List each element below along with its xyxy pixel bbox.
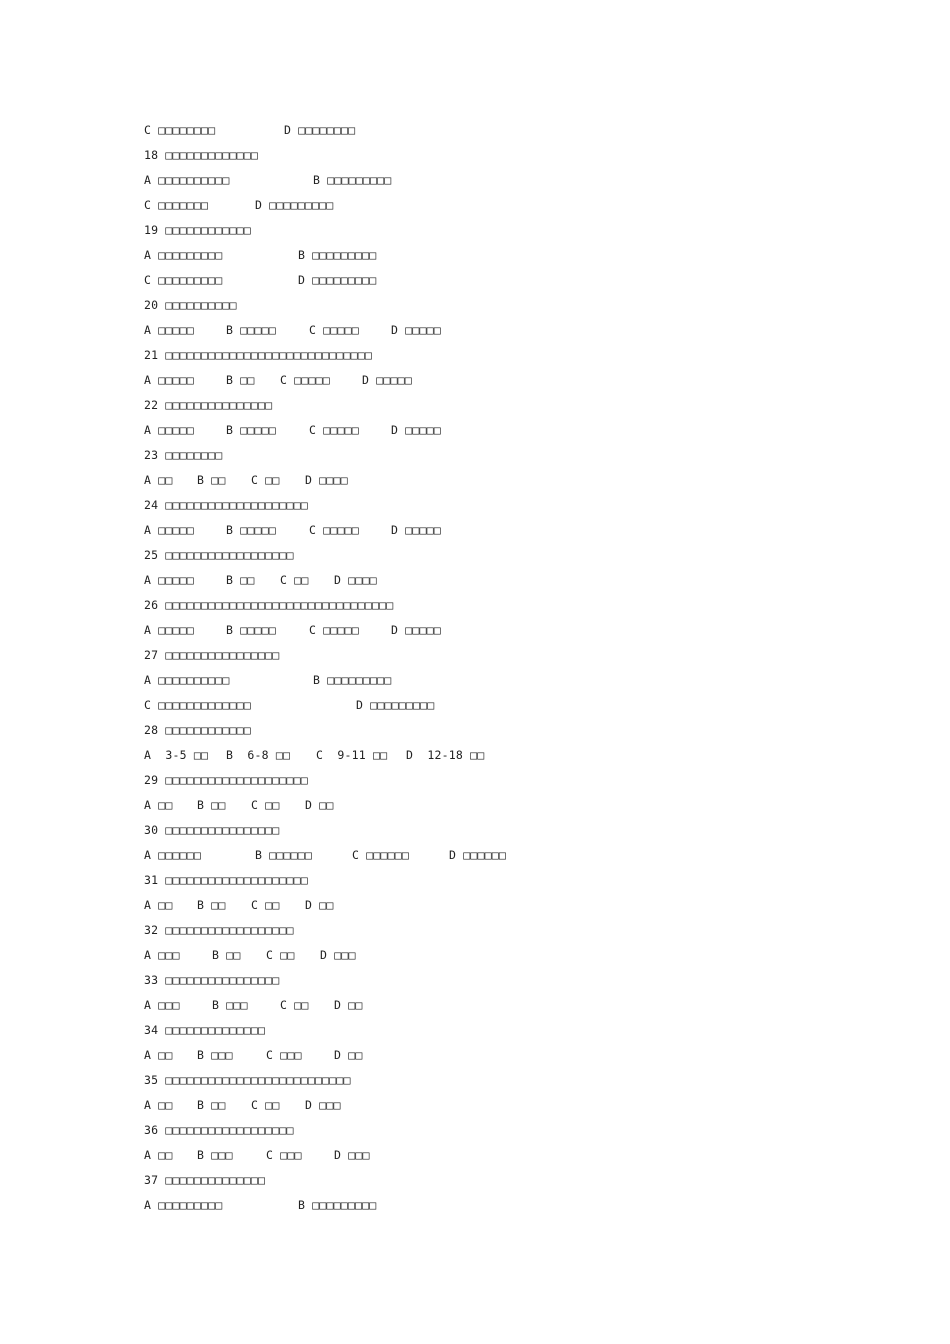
question-text: 19 □□□□□□□□□□□□ [144, 223, 251, 237]
question-text: 28 □□□□□□□□□□□□ [144, 723, 251, 737]
answer-options-line [0, 1145, 950, 1165]
question-29 [0, 770, 950, 790]
option-a: A □□□□□ [144, 423, 194, 437]
question-text: 32 □□□□□□□□□□□□□□□□□□ [144, 923, 294, 937]
option-a: A 3-5 □□ [144, 748, 209, 762]
option-c: C □□ [280, 998, 309, 1012]
option-a: A □□□□□□□□□ [144, 248, 223, 262]
option-c: C □□ [251, 473, 280, 487]
answer-options-line [0, 520, 950, 540]
option-d: D □□□□ [334, 573, 377, 587]
option-b: B □□□□□□□□□ [313, 173, 392, 187]
option-c: C □□□□□□ [352, 848, 409, 862]
option-b: B □□ [226, 573, 255, 587]
question-20 [0, 295, 950, 315]
option-c: C □□□□□ [309, 623, 359, 637]
option-b: B □□ [197, 1098, 226, 1112]
question-text: 26 □□□□□□□□□□□□□□□□□□□□□□□□□□□□□□□□ [144, 598, 394, 612]
question-text: 31 □□□□□□□□□□□□□□□□□□□□ [144, 873, 308, 887]
question-text: 37 □□□□□□□□□□□□□□ [144, 1173, 266, 1187]
option-b: B □□□ [197, 1148, 233, 1162]
option-d: D □□□□□ [391, 323, 441, 337]
answer-options-line [0, 895, 950, 915]
question-21 [0, 345, 950, 365]
option-b: B □□□□□□□□□ [298, 248, 377, 262]
answer-options-line [0, 995, 950, 1015]
question-18 [0, 145, 950, 165]
option-b: B □□□□□□□□□ [298, 1198, 377, 1212]
option-d: D □□□□ [305, 473, 348, 487]
option-c: C □□□ [266, 1048, 302, 1062]
option-c: C □□□□□□□□ [144, 123, 216, 137]
question-text: 27 □□□□□□□□□□□□□□□□ [144, 648, 280, 662]
answer-options-line [0, 620, 950, 640]
option-a: A □□ [144, 898, 173, 912]
question-text: 22 □□□□□□□□□□□□□□□ [144, 398, 273, 412]
option-b: B 6-8 □□ [226, 748, 291, 762]
option-c: C □□□□□□□ [144, 198, 209, 212]
option-d: D □□ [305, 798, 334, 812]
option-b: B □□ [226, 373, 255, 387]
option-d: D □□□□□ [362, 373, 412, 387]
answer-options-line [0, 695, 950, 715]
option-a: A □□□ [144, 998, 180, 1012]
answer-options-line [0, 120, 950, 140]
option-a: A □□□□□ [144, 623, 194, 637]
option-d: D □□□□□□□□□ [356, 698, 435, 712]
question-25 [0, 545, 950, 565]
question-text: 18 □□□□□□□□□□□□□ [144, 148, 258, 162]
answer-options-line [0, 845, 950, 865]
question-22 [0, 395, 950, 415]
option-a: A □□□□□□ [144, 848, 201, 862]
option-a: A □□ [144, 1098, 173, 1112]
answer-options-line [0, 420, 950, 440]
option-b: B □□□□□ [226, 623, 276, 637]
question-text: 30 □□□□□□□□□□□□□□□□ [144, 823, 280, 837]
option-a: A □□ [144, 1148, 173, 1162]
option-c: C □□ [251, 898, 280, 912]
question-24 [0, 495, 950, 515]
option-a: A □□□□□ [144, 373, 194, 387]
option-d: D □□□□□ [391, 523, 441, 537]
answer-options-line [0, 195, 950, 215]
question-37 [0, 1170, 950, 1190]
question-text: 23 □□□□□□□□ [144, 448, 223, 462]
option-c: C □□ [251, 798, 280, 812]
option-c: C □□□□□ [309, 423, 359, 437]
question-34 [0, 1020, 950, 1040]
answer-options-line [0, 570, 950, 590]
option-a: A □□□□□□□□□□ [144, 173, 230, 187]
option-c: C □□□ [266, 1148, 302, 1162]
question-26 [0, 595, 950, 615]
option-d: D □□ [305, 898, 334, 912]
option-c: C □□□□□ [280, 373, 330, 387]
question-31 [0, 870, 950, 890]
option-a: A □□ [144, 1048, 173, 1062]
question-33 [0, 970, 950, 990]
option-b: B □□□□□ [226, 323, 276, 337]
option-d: D □□□ [305, 1098, 341, 1112]
answer-options-line [0, 1045, 950, 1065]
option-c: C □□□□□ [309, 323, 359, 337]
answer-options-line [0, 320, 950, 340]
option-d: D □□□□□□□□□ [298, 273, 377, 287]
option-b: B □□□□□□ [255, 848, 312, 862]
option-c: C □□□□□□□□□ [144, 273, 223, 287]
option-b: B □□□□□□□□□ [313, 673, 392, 687]
answer-options-line [0, 945, 950, 965]
option-d: D □□□□□ [391, 623, 441, 637]
option-d: D □□ [334, 1048, 363, 1062]
question-text: 33 □□□□□□□□□□□□□□□□ [144, 973, 280, 987]
question-text: 20 □□□□□□□□□□ [144, 298, 237, 312]
question-27 [0, 645, 950, 665]
option-d: D □□□ [334, 1148, 370, 1162]
question-text: 29 □□□□□□□□□□□□□□□□□□□□ [144, 773, 308, 787]
question-23 [0, 445, 950, 465]
question-text: 35 □□□□□□□□□□□□□□□□□□□□□□□□□□ [144, 1073, 351, 1087]
option-b: B □□ [197, 473, 226, 487]
option-b: B □□□□□ [226, 523, 276, 537]
question-text: 36 □□□□□□□□□□□□□□□□□□ [144, 1123, 294, 1137]
answer-options-line [0, 170, 950, 190]
answer-options-line [0, 1095, 950, 1115]
option-c: C 9-11 □□ [316, 748, 388, 762]
option-a: A □□ [144, 473, 173, 487]
option-d: D □□□□□□□□□ [255, 198, 334, 212]
question-text: 34 □□□□□□□□□□□□□□ [144, 1023, 266, 1037]
question-28 [0, 720, 950, 740]
answer-options-line [0, 795, 950, 815]
option-d: D □□□□□ [391, 423, 441, 437]
question-text: 24 □□□□□□□□□□□□□□□□□□□□ [144, 498, 308, 512]
answer-options-line [0, 745, 950, 765]
option-c: C □□ [266, 948, 295, 962]
option-d: D 12-18 □□ [406, 748, 485, 762]
option-a: A □□□□□□□□□ [144, 1198, 223, 1212]
question-19 [0, 220, 950, 240]
option-d: D □□□ [320, 948, 356, 962]
question-36 [0, 1120, 950, 1140]
answer-options-line [0, 370, 950, 390]
option-c: C □□□□□ [309, 523, 359, 537]
question-35 [0, 1070, 950, 1090]
option-a: A □□□□□ [144, 523, 194, 537]
question-32 [0, 920, 950, 940]
option-b: B □□ [212, 948, 241, 962]
option-b: B □□ [197, 798, 226, 812]
option-d: D □□□□□□□□ [284, 123, 356, 137]
option-b: B □□□□□ [226, 423, 276, 437]
option-a: A □□□ [144, 948, 180, 962]
question-text: 25 □□□□□□□□□□□□□□□□□□ [144, 548, 294, 562]
answer-options-line [0, 1195, 950, 1215]
option-b: B □□□ [197, 1048, 233, 1062]
question-30 [0, 820, 950, 840]
option-b: B □□□ [212, 998, 248, 1012]
option-a: A □□□□□ [144, 573, 194, 587]
answer-options-line [0, 245, 950, 265]
option-a: A □□□□□□□□□□ [144, 673, 230, 687]
option-b: B □□ [197, 898, 226, 912]
option-c: C □□ [251, 1098, 280, 1112]
option-a: A □□ [144, 798, 173, 812]
question-text: 21 □□□□□□□□□□□□□□□□□□□□□□□□□□□□□ [144, 348, 372, 362]
option-d: D □□ [334, 998, 363, 1012]
answer-options-line [0, 670, 950, 690]
answer-options-line [0, 270, 950, 290]
option-a: A □□□□□ [144, 323, 194, 337]
option-d: D □□□□□□ [449, 848, 506, 862]
answer-options-line [0, 470, 950, 490]
option-c: C □□□□□□□□□□□□□ [144, 698, 251, 712]
option-c: C □□ [280, 573, 309, 587]
